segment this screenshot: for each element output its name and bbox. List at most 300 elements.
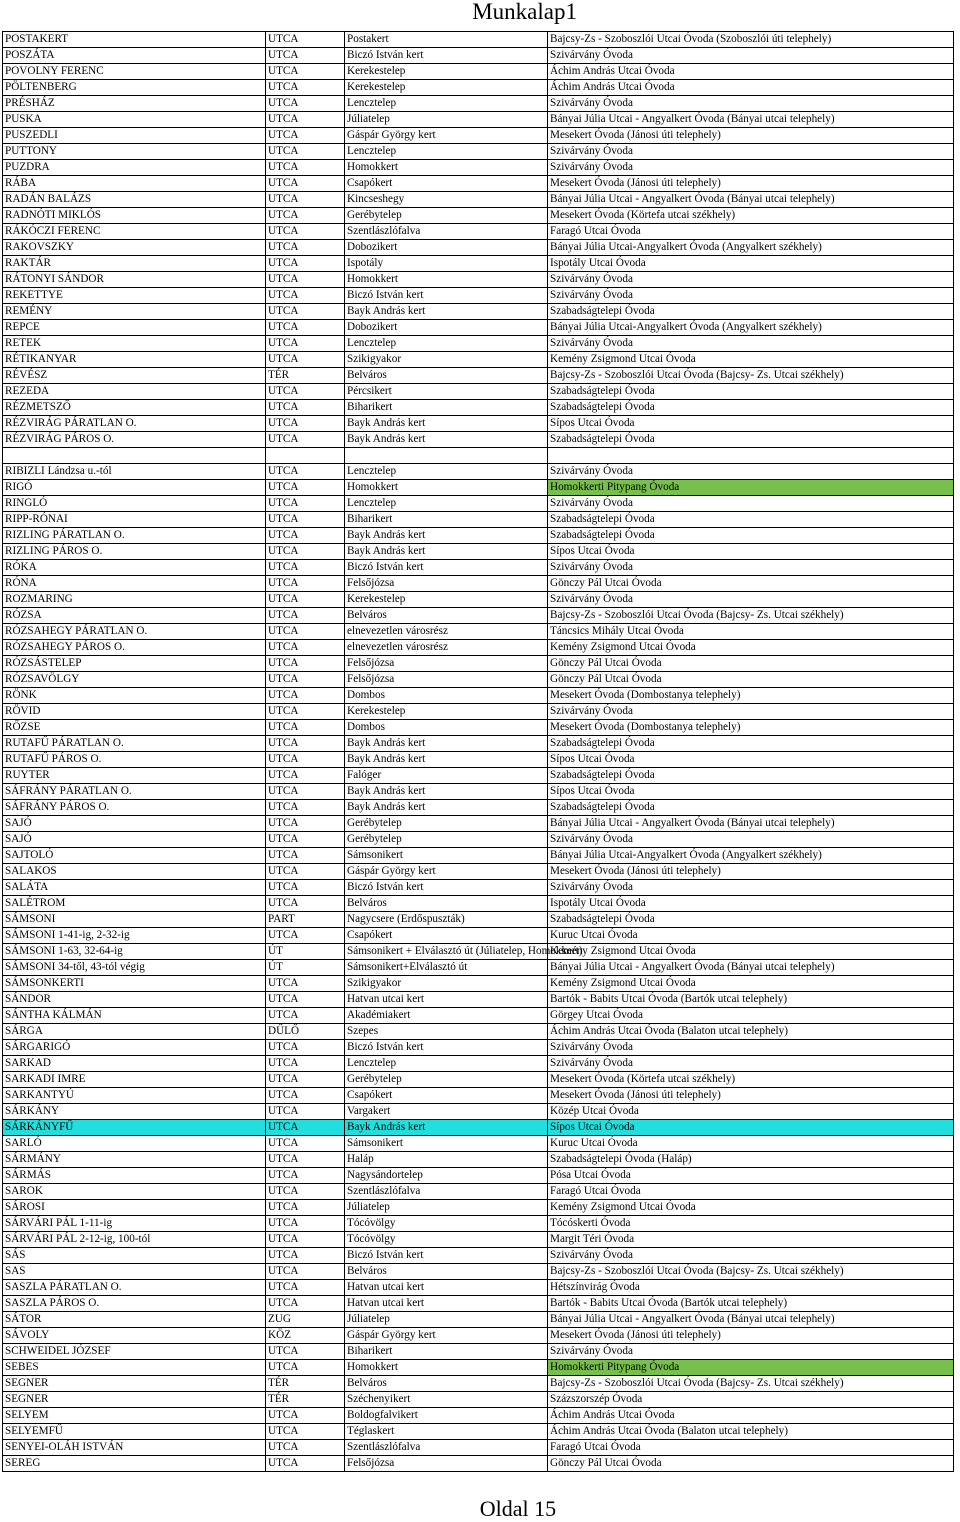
kindergarten-cell[interactable]: Szivárvány Óvoda bbox=[548, 272, 954, 288]
street-name-cell[interactable]: ROZMARING bbox=[3, 592, 266, 608]
street-type-cell[interactable]: UTCA bbox=[266, 1408, 345, 1424]
street-type-cell[interactable]: UTCA bbox=[266, 96, 345, 112]
street-type-cell[interactable]: TÉR bbox=[266, 1376, 345, 1392]
kindergarten-cell[interactable]: Áchim András Utcai Óvoda bbox=[548, 80, 954, 96]
district-cell[interactable]: Boldogfalvikert bbox=[345, 1408, 548, 1424]
street-name-cell[interactable]: SÁVOLY bbox=[3, 1328, 266, 1344]
district-cell[interactable]: Gerébytelep bbox=[345, 816, 548, 832]
district-cell[interactable]: Felsőjózsa bbox=[345, 672, 548, 688]
kindergarten-cell[interactable]: Szabadságtelepi Óvoda bbox=[548, 400, 954, 416]
kindergarten-cell[interactable]: Bányai Júlia Utcai-Angyalkert Óvoda (Angyalkert székhely) bbox=[548, 240, 954, 256]
street-name-cell[interactable]: RADNÓTI MIKLÓS bbox=[3, 208, 266, 224]
street-name-cell[interactable]: SASZLA PÁROS O. bbox=[3, 1296, 266, 1312]
street-name-cell[interactable]: SÁMSONI bbox=[3, 912, 266, 928]
street-name-cell[interactable]: RUTAFŰ PÁROS O. bbox=[3, 752, 266, 768]
street-type-cell[interactable]: UTCA bbox=[266, 432, 345, 448]
district-cell[interactable]: Haláp bbox=[345, 1152, 548, 1168]
street-name-cell[interactable]: PUSKA bbox=[3, 112, 266, 128]
street-name-cell[interactable]: SÁRVÁRI PÁL 1-11-ig bbox=[3, 1216, 266, 1232]
street-name-cell[interactable]: SALÉTROM bbox=[3, 896, 266, 912]
kindergarten-cell[interactable]: Bányai Júlia Utcai - Angyalkert Óvoda (Bányai utcai telephely) bbox=[548, 960, 954, 976]
kindergarten-cell[interactable]: Szabadságtelepi Óvoda bbox=[548, 528, 954, 544]
district-cell[interactable]: Gáspár György kert bbox=[345, 864, 548, 880]
street-name-cell[interactable]: SCHWEIDEL JÓZSEF bbox=[3, 1344, 266, 1360]
street-name-cell[interactable]: RÖNK bbox=[3, 688, 266, 704]
district-cell[interactable]: Bayk András kert bbox=[345, 528, 548, 544]
street-type-cell[interactable]: UTCA bbox=[266, 416, 345, 432]
street-name-cell[interactable]: REZEDA bbox=[3, 384, 266, 400]
street-name-cell[interactable]: POSTAKERT bbox=[3, 32, 266, 48]
street-type-cell[interactable]: UTCA bbox=[266, 1296, 345, 1312]
street-name-cell[interactable]: PUZDRA bbox=[3, 160, 266, 176]
street-type-cell[interactable]: UTCA bbox=[266, 32, 345, 48]
kindergarten-cell[interactable]: Ispotály Utcai Óvoda bbox=[548, 256, 954, 272]
district-cell[interactable]: Postakert bbox=[345, 32, 548, 48]
street-type-cell[interactable]: UTCA bbox=[266, 1216, 345, 1232]
kindergarten-cell[interactable]: Bajcsy-Zs - Szoboszlói Utcai Óvoda (Bajcsy- Zs. Utcai székhely) bbox=[548, 608, 954, 624]
street-type-cell[interactable]: UTCA bbox=[266, 256, 345, 272]
street-name-cell[interactable]: RIZLING PÁRATLAN O. bbox=[3, 528, 266, 544]
district-cell[interactable]: Júliatelep bbox=[345, 1312, 548, 1328]
kindergarten-cell[interactable]: Sípos Utcai Óvoda bbox=[548, 752, 954, 768]
street-type-cell[interactable]: UTCA bbox=[266, 1104, 345, 1120]
street-name-cell[interactable]: SÁRKÁNY bbox=[3, 1104, 266, 1120]
street-type-cell[interactable]: UTCA bbox=[266, 176, 345, 192]
district-cell[interactable]: Sámsonikert bbox=[345, 848, 548, 864]
street-type-cell[interactable]: TÉR bbox=[266, 1392, 345, 1408]
street-type-cell[interactable]: UTCA bbox=[266, 1440, 345, 1456]
kindergarten-cell[interactable]: Szivárvány Óvoda bbox=[548, 160, 954, 176]
district-cell[interactable]: Júliatelep bbox=[345, 112, 548, 128]
kindergarten-cell[interactable]: Mesekert Óvoda (Jánosi úti telephely) bbox=[548, 1328, 954, 1344]
street-name-cell[interactable]: RÁTONYI SÁNDOR bbox=[3, 272, 266, 288]
district-cell[interactable]: Dobozikert bbox=[345, 320, 548, 336]
street-name-cell[interactable]: SEGNER bbox=[3, 1376, 266, 1392]
district-cell[interactable]: Bayk András kert bbox=[345, 736, 548, 752]
street-name-cell[interactable]: SENYEI-OLÁH ISTVÁN bbox=[3, 1440, 266, 1456]
kindergarten-cell[interactable]: Szivárvány Óvoda bbox=[548, 496, 954, 512]
kindergarten-cell[interactable]: Sípos Utcai Óvoda bbox=[548, 544, 954, 560]
district-cell[interactable]: Szentlászlófalva bbox=[345, 1440, 548, 1456]
street-type-cell[interactable]: UTCA bbox=[266, 48, 345, 64]
district-cell[interactable]: Belváros bbox=[345, 368, 548, 384]
kindergarten-cell[interactable]: Áchim András Utcai Óvoda bbox=[548, 64, 954, 80]
kindergarten-cell[interactable]: Százszorszép Óvoda bbox=[548, 1392, 954, 1408]
street-name-cell[interactable]: SARKAD bbox=[3, 1056, 266, 1072]
street-name-cell[interactable]: RUTAFŰ PÁRATLAN O. bbox=[3, 736, 266, 752]
district-cell[interactable]: Gerébytelep bbox=[345, 1072, 548, 1088]
kindergarten-cell[interactable]: Kemény Zsigmond Utcai Óvoda bbox=[548, 1200, 954, 1216]
street-type-cell[interactable]: UTCA bbox=[266, 1248, 345, 1264]
district-cell[interactable]: Bayk András kert bbox=[345, 784, 548, 800]
kindergarten-cell[interactable]: Mesekert Óvoda (Körtefa utcai székhely) bbox=[548, 208, 954, 224]
district-cell[interactable]: Kerekestelep bbox=[345, 592, 548, 608]
district-cell[interactable]: Téglaskert bbox=[345, 1424, 548, 1440]
street-type-cell[interactable]: UTCA bbox=[266, 272, 345, 288]
kindergarten-cell[interactable]: Bányai Júlia Utcai - Angyalkert Óvoda (Bányai utcai telephely) bbox=[548, 816, 954, 832]
street-name-cell[interactable]: SALAKOS bbox=[3, 864, 266, 880]
district-cell[interactable]: Gerébytelep bbox=[345, 832, 548, 848]
street-name-cell[interactable]: RINGLÓ bbox=[3, 496, 266, 512]
district-cell[interactable]: Ispotály bbox=[345, 256, 548, 272]
kindergarten-cell[interactable]: Szivárvány Óvoda bbox=[548, 144, 954, 160]
street-name-cell[interactable]: SÁS bbox=[3, 1248, 266, 1264]
district-cell[interactable]: Falóger bbox=[345, 768, 548, 784]
district-cell[interactable]: Bayk András kert bbox=[345, 544, 548, 560]
street-name-cell[interactable]: RÉZVIRÁG PÁROS O. bbox=[3, 432, 266, 448]
street-type-cell[interactable]: UTCA bbox=[266, 496, 345, 512]
street-name-cell[interactable]: PÖLTENBERG bbox=[3, 80, 266, 96]
street-type-cell[interactable]: UTCA bbox=[266, 1264, 345, 1280]
street-type-cell[interactable]: UTCA bbox=[266, 384, 345, 400]
street-type-cell[interactable]: UTCA bbox=[266, 576, 345, 592]
street-name-cell[interactable]: RIGÓ bbox=[3, 480, 266, 496]
district-cell[interactable]: Biharikert bbox=[345, 1344, 548, 1360]
street-name-cell[interactable]: SÁRKÁNYFŰ bbox=[3, 1120, 266, 1136]
kindergarten-cell[interactable]: Szabadságtelepi Óvoda bbox=[548, 512, 954, 528]
street-name-cell[interactable]: SAJÓ bbox=[3, 832, 266, 848]
district-cell[interactable]: Belváros bbox=[345, 1376, 548, 1392]
kindergarten-cell[interactable]: Faragó Utcai Óvoda bbox=[548, 1184, 954, 1200]
district-cell[interactable]: Belváros bbox=[345, 1264, 548, 1280]
street-type-cell[interactable]: UTCA bbox=[266, 352, 345, 368]
street-name-cell[interactable]: SEBES bbox=[3, 1360, 266, 1376]
kindergarten-cell[interactable]: Mesekert Óvoda (Jánosi úti telephely) bbox=[548, 128, 954, 144]
kindergarten-cell[interactable]: Faragó Utcai Óvoda bbox=[548, 1440, 954, 1456]
street-name-cell[interactable]: SEREG bbox=[3, 1456, 266, 1472]
street-type-cell[interactable]: UTCA bbox=[266, 128, 345, 144]
street-type-cell[interactable]: UTCA bbox=[266, 816, 345, 832]
district-cell[interactable]: Gáspár György kert bbox=[345, 128, 548, 144]
kindergarten-cell[interactable]: Mesekert Óvoda (Dombostanya telephely) bbox=[548, 720, 954, 736]
street-name-cell[interactable]: RÉZMETSZŐ bbox=[3, 400, 266, 416]
district-cell[interactable]: Bayk András kert bbox=[345, 1120, 548, 1136]
district-cell[interactable]: Lencztelep bbox=[345, 336, 548, 352]
street-type-cell[interactable]: UTCA bbox=[266, 736, 345, 752]
street-name-cell[interactable]: REKETTYE bbox=[3, 288, 266, 304]
district-cell[interactable]: Hatvan utcai kert bbox=[345, 992, 548, 1008]
street-name-cell[interactable]: RŐZSE bbox=[3, 720, 266, 736]
street-name-cell[interactable]: REMÉNY bbox=[3, 304, 266, 320]
street-name-cell[interactable]: REPCE bbox=[3, 320, 266, 336]
street-type-cell[interactable]: DŰLŐ bbox=[266, 1024, 345, 1040]
kindergarten-cell[interactable]: Szabadságtelepi Óvoda bbox=[548, 912, 954, 928]
street-type-cell[interactable]: UTCA bbox=[266, 688, 345, 704]
street-name-cell[interactable]: RIBIZLI Lándzsa u.-tól bbox=[3, 464, 266, 480]
street-type-cell[interactable]: UTCA bbox=[266, 720, 345, 736]
street-name-cell[interactable]: SARKADI IMRE bbox=[3, 1072, 266, 1088]
street-name-cell[interactable]: RÓZSAVÖLGY bbox=[3, 672, 266, 688]
district-cell[interactable]: Csapókert bbox=[345, 176, 548, 192]
street-type-cell[interactable]: UTCA bbox=[266, 1040, 345, 1056]
district-cell[interactable]: Tócóvölgy bbox=[345, 1216, 548, 1232]
district-cell[interactable]: Biczó István kert bbox=[345, 48, 548, 64]
street-type-cell[interactable]: UTCA bbox=[266, 512, 345, 528]
district-cell[interactable]: Homokkert bbox=[345, 1360, 548, 1376]
street-name-cell[interactable]: SÁRGA bbox=[3, 1024, 266, 1040]
street-name-cell[interactable]: SÁMSONI 1-63, 32-64-ig bbox=[3, 944, 266, 960]
street-type-cell[interactable]: UTCA bbox=[266, 208, 345, 224]
street-name-cell[interactable]: RÉZVIRÁG PÁRATLAN O. bbox=[3, 416, 266, 432]
street-name-cell[interactable]: PUSZEDLI bbox=[3, 128, 266, 144]
kindergarten-cell[interactable]: Bányai Júlia Utcai-Angyalkert Óvoda (Angyalkert székhely) bbox=[548, 320, 954, 336]
street-type-cell[interactable]: UTCA bbox=[266, 64, 345, 80]
district-cell[interactable]: Pércsikert bbox=[345, 384, 548, 400]
district-cell[interactable]: Szikigyakor bbox=[345, 352, 548, 368]
kindergarten-cell[interactable]: Bartók - Babits Utcai Óvoda (Bartók utcai telephely) bbox=[548, 1296, 954, 1312]
street-name-cell[interactable]: SASZLA PÁRATLAN O. bbox=[3, 1280, 266, 1296]
district-cell[interactable]: Csapókert bbox=[345, 928, 548, 944]
district-cell[interactable]: Biczó István kert bbox=[345, 288, 548, 304]
kindergarten-cell[interactable]: Sípos Utcai Óvoda bbox=[548, 1120, 954, 1136]
street-name-cell[interactable]: POSZÁTA bbox=[3, 48, 266, 64]
kindergarten-cell[interactable]: Szivárvány Óvoda bbox=[548, 1248, 954, 1264]
street-type-cell[interactable]: UTCA bbox=[266, 704, 345, 720]
street-type-cell[interactable]: PART bbox=[266, 912, 345, 928]
district-cell[interactable]: Nagysándortelep bbox=[345, 1168, 548, 1184]
district-cell[interactable]: Bayk András kert bbox=[345, 800, 548, 816]
kindergarten-cell[interactable]: Margit Téri Óvoda bbox=[548, 1232, 954, 1248]
district-cell[interactable]: Hatvan utcai kert bbox=[345, 1280, 548, 1296]
district-cell[interactable]: Nagycsere (Erdőspuszták) bbox=[345, 912, 548, 928]
kindergarten-cell[interactable]: Ispotály Utcai Óvoda bbox=[548, 896, 954, 912]
kindergarten-cell[interactable]: Mesekert Óvoda (Körtefa utcai székhely) bbox=[548, 1072, 954, 1088]
district-cell[interactable]: Szentlászlófalva bbox=[345, 224, 548, 240]
street-type-cell[interactable]: UTCA bbox=[266, 224, 345, 240]
street-name-cell[interactable]: SÁMSONKERTI bbox=[3, 976, 266, 992]
district-cell[interactable]: Felsőjózsa bbox=[345, 656, 548, 672]
district-cell[interactable]: Tócóvölgy bbox=[345, 1232, 548, 1248]
street-type-cell[interactable]: UTCA bbox=[266, 288, 345, 304]
street-type-cell[interactable]: UTCA bbox=[266, 864, 345, 880]
street-type-cell[interactable]: UTCA bbox=[266, 80, 345, 96]
street-name-cell[interactable] bbox=[3, 448, 266, 464]
street-type-cell[interactable]: UTCA bbox=[266, 1008, 345, 1024]
street-type-cell[interactable]: UTCA bbox=[266, 800, 345, 816]
district-cell[interactable]: Kerekestelep bbox=[345, 80, 548, 96]
street-type-cell[interactable]: UTCA bbox=[266, 1424, 345, 1440]
street-type-cell[interactable]: UTCA bbox=[266, 768, 345, 784]
street-type-cell[interactable]: UTCA bbox=[266, 880, 345, 896]
street-type-cell[interactable]: UTCA bbox=[266, 752, 345, 768]
kindergarten-cell[interactable]: Hétszínvirág Óvoda bbox=[548, 1280, 954, 1296]
street-type-cell[interactable]: UTCA bbox=[266, 1120, 345, 1136]
street-name-cell[interactable]: SÁRMÁNY bbox=[3, 1152, 266, 1168]
kindergarten-cell[interactable]: Szivárvány Óvoda bbox=[548, 336, 954, 352]
street-name-cell[interactable]: RUYTER bbox=[3, 768, 266, 784]
kindergarten-cell[interactable]: Mesekert Óvoda (Dombostanya telephely) bbox=[548, 688, 954, 704]
street-name-cell[interactable]: RAKTÁR bbox=[3, 256, 266, 272]
district-cell[interactable]: Gáspár György kert bbox=[345, 1328, 548, 1344]
street-type-cell[interactable]: UTCA bbox=[266, 1168, 345, 1184]
district-cell[interactable]: Felsőjózsa bbox=[345, 1456, 548, 1472]
street-type-cell[interactable]: UTCA bbox=[266, 1088, 345, 1104]
street-name-cell[interactable]: RETEK bbox=[3, 336, 266, 352]
kindergarten-cell[interactable]: Szivárvány Óvoda bbox=[548, 880, 954, 896]
street-type-cell[interactable]: UTCA bbox=[266, 1152, 345, 1168]
district-cell[interactable]: Bayk András kert bbox=[345, 416, 548, 432]
kindergarten-cell[interactable]: Szivárvány Óvoda bbox=[548, 1056, 954, 1072]
kindergarten-cell[interactable]: Szabadságtelepi Óvoda bbox=[548, 736, 954, 752]
kindergarten-cell[interactable]: Szivárvány Óvoda bbox=[548, 1344, 954, 1360]
street-type-cell[interactable]: UTCA bbox=[266, 400, 345, 416]
street-name-cell[interactable]: RÁKÓCZI FERENC bbox=[3, 224, 266, 240]
street-type-cell[interactable]: UTCA bbox=[266, 1280, 345, 1296]
kindergarten-cell[interactable]: Homokkerti Pitypang Óvoda bbox=[548, 1360, 954, 1376]
kindergarten-cell[interactable]: Mesekert Óvoda (Jánosi úti telephely) bbox=[548, 864, 954, 880]
kindergarten-cell[interactable]: Szivárvány Óvoda bbox=[548, 48, 954, 64]
kindergarten-cell[interactable]: Áchim András Utcai Óvoda bbox=[548, 1408, 954, 1424]
kindergarten-cell[interactable]: Szabadságtelepi Óvoda bbox=[548, 432, 954, 448]
street-name-cell[interactable]: SÁMSONI 1-41-ig, 2-32-ig bbox=[3, 928, 266, 944]
street-name-cell[interactable]: SÁMSONI 34-től, 43-tól végig bbox=[3, 960, 266, 976]
kindergarten-cell[interactable]: Szabadságtelepi Óvoda bbox=[548, 304, 954, 320]
district-cell[interactable]: Lencztelep bbox=[345, 1056, 548, 1072]
kindergarten-cell[interactable]: Kuruc Utcai Óvoda bbox=[548, 1136, 954, 1152]
street-type-cell[interactable]: UTCA bbox=[266, 192, 345, 208]
district-cell[interactable]: Felsőjózsa bbox=[345, 576, 548, 592]
kindergarten-cell[interactable]: Szivárvány Óvoda bbox=[548, 464, 954, 480]
street-type-cell[interactable]: UTCA bbox=[266, 1232, 345, 1248]
district-cell[interactable]: Homokkert bbox=[345, 160, 548, 176]
district-cell[interactable]: Biharikert bbox=[345, 512, 548, 528]
kindergarten-cell[interactable]: Kemény Zsigmond Utcai Óvoda bbox=[548, 976, 954, 992]
street-name-cell[interactable]: POVOLNY FERENC bbox=[3, 64, 266, 80]
district-cell[interactable]: Homokkert bbox=[345, 272, 548, 288]
street-type-cell[interactable]: UTCA bbox=[266, 832, 345, 848]
district-cell[interactable]: Kerekestelep bbox=[345, 64, 548, 80]
street-type-cell[interactable]: ZUG bbox=[266, 1312, 345, 1328]
street-name-cell[interactable]: SÁRVÁRI PÁL 2-12-ig, 100-tól bbox=[3, 1232, 266, 1248]
street-type-cell[interactable] bbox=[266, 448, 345, 464]
kindergarten-cell[interactable]: Szabadságtelepi Óvoda bbox=[548, 768, 954, 784]
street-name-cell[interactable]: SÁFRÁNY PÁROS O. bbox=[3, 800, 266, 816]
street-type-cell[interactable]: UTCA bbox=[266, 608, 345, 624]
kindergarten-cell[interactable]: Táncsics Mihály Utcai Óvoda bbox=[548, 624, 954, 640]
street-type-cell[interactable]: UTCA bbox=[266, 928, 345, 944]
street-type-cell[interactable]: UTCA bbox=[266, 976, 345, 992]
kindergarten-cell[interactable]: Bányai Júlia Utcai - Angyalkert Óvoda (Bányai utcai telephely) bbox=[548, 112, 954, 128]
street-name-cell[interactable]: SÁNTHA KÁLMÁN bbox=[3, 1008, 266, 1024]
street-name-cell[interactable]: RÓZSAHEGY PÁROS O. bbox=[3, 640, 266, 656]
street-type-cell[interactable]: UTCA bbox=[266, 1200, 345, 1216]
kindergarten-cell[interactable]: Szivárvány Óvoda bbox=[548, 832, 954, 848]
kindergarten-cell[interactable]: Szabadságtelepi Óvoda (Haláp) bbox=[548, 1152, 954, 1168]
district-cell[interactable]: Szentlászlófalva bbox=[345, 1184, 548, 1200]
district-cell[interactable]: Lencztelep bbox=[345, 464, 548, 480]
district-cell[interactable]: elnevezetlen városrész bbox=[345, 624, 548, 640]
street-name-cell[interactable]: SELYEMFŰ bbox=[3, 1424, 266, 1440]
district-cell[interactable]: Csapókert bbox=[345, 1088, 548, 1104]
street-type-cell[interactable]: UTCA bbox=[266, 992, 345, 1008]
street-name-cell[interactable]: SÁRMÁS bbox=[3, 1168, 266, 1184]
kindergarten-cell[interactable]: Szabadságtelepi Óvoda bbox=[548, 800, 954, 816]
kindergarten-cell[interactable]: Homokkerti Pitypang Óvoda bbox=[548, 480, 954, 496]
kindergarten-cell[interactable]: Gönczy Pál Utcai Óvoda bbox=[548, 656, 954, 672]
kindergarten-cell[interactable]: Szivárvány Óvoda bbox=[548, 592, 954, 608]
kindergarten-cell[interactable]: Görgey Utcai Óvoda bbox=[548, 1008, 954, 1024]
street-type-cell[interactable]: UTCA bbox=[266, 320, 345, 336]
street-type-cell[interactable]: UTCA bbox=[266, 1360, 345, 1376]
street-name-cell[interactable]: SÁTOR bbox=[3, 1312, 266, 1328]
kindergarten-cell[interactable]: Szivárvány Óvoda bbox=[548, 1040, 954, 1056]
street-type-cell[interactable]: UTCA bbox=[266, 480, 345, 496]
street-name-cell[interactable]: RÁBA bbox=[3, 176, 266, 192]
district-cell[interactable]: Szikigyakor bbox=[345, 976, 548, 992]
district-cell[interactable]: Sámsonikert bbox=[345, 1136, 548, 1152]
district-cell[interactable]: Széchenyikert bbox=[345, 1392, 548, 1408]
kindergarten-cell[interactable]: Szivárvány Óvoda bbox=[548, 560, 954, 576]
kindergarten-cell[interactable]: Kemény Zsigmond Utcai Óvoda bbox=[548, 944, 954, 960]
district-cell[interactable]: Homokkert bbox=[345, 480, 548, 496]
district-cell[interactable]: Júliatelep bbox=[345, 1200, 548, 1216]
street-type-cell[interactable]: UTCA bbox=[266, 656, 345, 672]
street-type-cell[interactable]: UTCA bbox=[266, 592, 345, 608]
street-name-cell[interactable]: SÁFRÁNY PÁRATLAN O. bbox=[3, 784, 266, 800]
district-cell[interactable] bbox=[345, 448, 548, 464]
district-cell[interactable]: Hatvan utcai kert bbox=[345, 1296, 548, 1312]
district-cell[interactable]: Dobozikert bbox=[345, 240, 548, 256]
kindergarten-cell[interactable]: Szivárvány Óvoda bbox=[548, 288, 954, 304]
district-cell[interactable]: Bayk András kert bbox=[345, 752, 548, 768]
district-cell[interactable]: Biczó István kert bbox=[345, 880, 548, 896]
kindergarten-cell[interactable]: Közép Utcai Óvoda bbox=[548, 1104, 954, 1120]
street-name-cell[interactable]: RIPP-RÓNAI bbox=[3, 512, 266, 528]
street-name-cell[interactable]: RÓZSAHEGY PÁRATLAN O. bbox=[3, 624, 266, 640]
street-type-cell[interactable]: UTCA bbox=[266, 560, 345, 576]
district-cell[interactable]: Dombos bbox=[345, 688, 548, 704]
street-type-cell[interactable]: UTCA bbox=[266, 144, 345, 160]
kindergarten-cell[interactable]: Kemény Zsigmond Utcai Óvoda bbox=[548, 640, 954, 656]
street-type-cell[interactable]: UTCA bbox=[266, 896, 345, 912]
street-name-cell[interactable]: SÁRGARIGÓ bbox=[3, 1040, 266, 1056]
kindergarten-cell[interactable] bbox=[548, 448, 954, 464]
street-type-cell[interactable]: UTCA bbox=[266, 1456, 345, 1472]
street-type-cell[interactable]: UTCA bbox=[266, 1184, 345, 1200]
district-cell[interactable]: Kincseshegy bbox=[345, 192, 548, 208]
district-cell[interactable]: Lencztelep bbox=[345, 96, 548, 112]
street-type-cell[interactable]: KÖZ bbox=[266, 1328, 345, 1344]
kindergarten-cell[interactable]: Gönczy Pál Utcai Óvoda bbox=[548, 576, 954, 592]
street-type-cell[interactable]: UTCA bbox=[266, 304, 345, 320]
street-name-cell[interactable]: RAKOVSZKY bbox=[3, 240, 266, 256]
kindergarten-cell[interactable]: Gönczy Pál Utcai Óvoda bbox=[548, 672, 954, 688]
kindergarten-cell[interactable]: Kemény Zsigmond Utcai Óvoda bbox=[548, 352, 954, 368]
street-name-cell[interactable]: RÓNA bbox=[3, 576, 266, 592]
street-type-cell[interactable]: UTCA bbox=[266, 784, 345, 800]
kindergarten-cell[interactable]: Áchim András Utcai Óvoda (Balaton utcai telephely) bbox=[548, 1024, 954, 1040]
street-name-cell[interactable]: SEGNER bbox=[3, 1392, 266, 1408]
street-type-cell[interactable]: UTCA bbox=[266, 848, 345, 864]
kindergarten-cell[interactable]: Bajcsy-Zs - Szoboszlói Utcai Óvoda (Bajcsy- Zs. Utcai székhely) bbox=[548, 1376, 954, 1392]
kindergarten-cell[interactable]: Tócóskerti Óvoda bbox=[548, 1216, 954, 1232]
street-name-cell[interactable]: RÓKA bbox=[3, 560, 266, 576]
kindergarten-cell[interactable]: Bajcsy-Zs - Szoboszlói Utcai Óvoda (Bajcsy- Zs. Utcai székhely) bbox=[548, 1264, 954, 1280]
kindergarten-cell[interactable]: Bányai Júlia Utcai-Angyalkert Óvoda (Angyalkert székhely) bbox=[548, 848, 954, 864]
kindergarten-cell[interactable]: Sípos Utcai Óvoda bbox=[548, 416, 954, 432]
street-name-cell[interactable]: SAROK bbox=[3, 1184, 266, 1200]
kindergarten-cell[interactable]: Szabadságtelepi Óvoda bbox=[548, 384, 954, 400]
district-cell[interactable]: Sámsonikert+Elválasztó út bbox=[345, 960, 548, 976]
street-type-cell[interactable]: ÚT bbox=[266, 960, 345, 976]
district-cell[interactable]: Sámsonikert + Elválasztó út (Júliatelep, Homokkert) bbox=[345, 944, 548, 960]
street-name-cell[interactable]: SALÁTA bbox=[3, 880, 266, 896]
street-name-cell[interactable]: RIZLING PÁROS O. bbox=[3, 544, 266, 560]
kindergarten-cell[interactable]: Szivárvány Óvoda bbox=[548, 96, 954, 112]
street-type-cell[interactable]: UTCA bbox=[266, 672, 345, 688]
kindergarten-cell[interactable]: Szivárvány Óvoda bbox=[548, 704, 954, 720]
district-cell[interactable]: Kerekestelep bbox=[345, 704, 548, 720]
